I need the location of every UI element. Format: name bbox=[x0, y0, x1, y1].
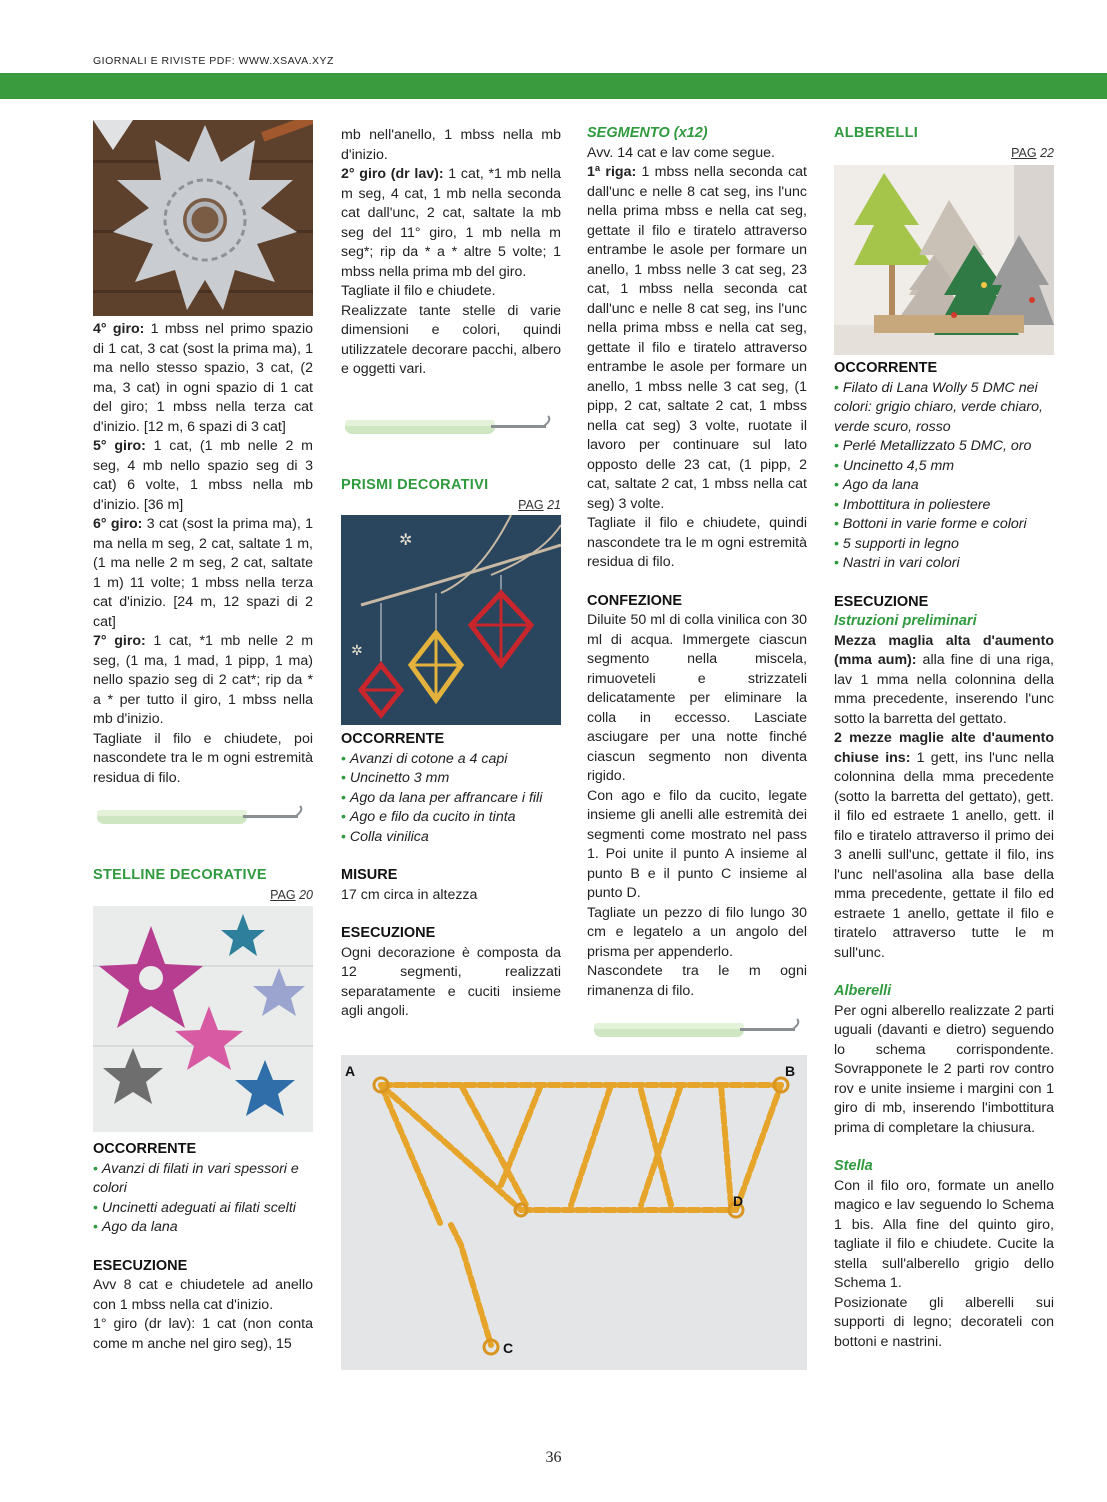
stelline-esec-giro1: 1° giro (dr lav): 1 cat (non conta come m anche nel giro seg), 15 bbox=[93, 1316, 313, 1352]
prismi-page-ref bbox=[341, 496, 561, 516]
giro5-lead: 5° giro: bbox=[93, 438, 146, 454]
list-item: • Uncinetto 3 mm bbox=[341, 770, 450, 786]
column-3 bbox=[587, 124, 807, 1001]
alberelli-pag-label: PAG bbox=[1011, 145, 1037, 160]
stella-text: Con il filo oro, formate un anello magico e lav seguendo lo Schema 1 bis. Alla fine del quinto giro, tagliate il filo e chiudete. Cucite la stella sull'alberello grigio dello Schema 1. bbox=[834, 1177, 1054, 1291]
alberelli-section bbox=[834, 124, 1054, 163]
prismi-title: PRISMI DECORATIVI bbox=[341, 477, 489, 493]
crochet-hook-illustration bbox=[341, 415, 556, 444]
prisms-photo bbox=[341, 515, 561, 725]
col2-cont-text: mb nell'anello, 1 mbss nella mb d'inizio. bbox=[341, 127, 561, 163]
list-item: • Nastri in vari colori bbox=[834, 555, 960, 571]
alberelli-pag-number: 22 bbox=[1040, 145, 1054, 160]
prismi-pag-number: 21 bbox=[547, 497, 561, 512]
prismi-esec-title: ESECUZIONE bbox=[341, 925, 436, 941]
mma2-lead: 2 mezze maglie alte d'aumento chiuse ins: bbox=[834, 730, 1054, 766]
alberelli-title: ALBERELLI bbox=[834, 125, 919, 141]
riga1-lead: 1ª riga: bbox=[587, 164, 637, 180]
column-2 bbox=[341, 126, 561, 380]
stars-photo bbox=[93, 906, 313, 1132]
svg-text:✲: ✲ bbox=[351, 642, 363, 658]
prismi-pag-label: PAG bbox=[518, 497, 544, 512]
col2-close-text: Tagliate il filo e chiudete. bbox=[341, 283, 496, 299]
alberelli-page-ref bbox=[834, 144, 1054, 164]
snowflake-photo bbox=[93, 120, 313, 316]
col2-real-text: Realizzate tante stelle di varie dimensioni e colori, quindi utilizzatele decorare pacchi, albero e oggetti vari. bbox=[341, 302, 561, 377]
conf-text-3: Tagliate un pezzo di filo lungo 30 cm e legatelo a un angolo del prisma per appenderlo. bbox=[587, 904, 807, 960]
stelline-esec-text: Avv 8 cat e chiudetele ad anello con 1 mbss nella cat d'inizio. bbox=[93, 1277, 313, 1313]
header-band bbox=[0, 73, 1107, 99]
giro7-text: 1 cat, *1 mb nelle 2 m seg, (1 ma, 1 mad, 1 pipp, 1 ma) nello spazio seg di 2 cat*; rip da * a * per tutto il giro, 1 mbss nella mb d'inizio. bbox=[93, 633, 314, 727]
stelline-pag-label: PAG bbox=[270, 887, 296, 902]
trees-photo bbox=[834, 165, 1054, 355]
list-item: • Ago da lana bbox=[834, 477, 919, 493]
diagram-label-d: D bbox=[733, 1193, 744, 1209]
crochet-hook-illustration bbox=[590, 1018, 805, 1047]
list-item: • Uncinetti adeguati ai filati scelti bbox=[93, 1199, 296, 1216]
segmento-title: SEGMENTO (x12) bbox=[587, 125, 708, 141]
giro6-lead: 6° giro: bbox=[93, 516, 143, 532]
giro5-text: 1 cat, (1 mb nelle 2 m seg, 4 mb nello spazio seg di 3 cat) 6 volte, 1 mbss nella mb d'inizio. [36 m] bbox=[93, 438, 314, 513]
stelline-esec-title: ESECUZIONE bbox=[93, 1257, 188, 1274]
column-4 bbox=[834, 359, 1054, 1352]
list-item: • Bottoni in varie forme e colori bbox=[834, 516, 1027, 532]
stelline-title: STELLINE DECORATIVE bbox=[93, 867, 267, 883]
posizionate-text: Posizionate gli alberelli sui supporti di legno; decorateli con bottoni e nastrini. bbox=[834, 1294, 1054, 1350]
list-item: • Avanzi di filati in vari spessori e colori bbox=[93, 1160, 299, 1196]
giro4-lead: 4° giro: bbox=[93, 321, 145, 337]
alberelli-text: Per ogni alberello realizzate 2 parti uguali (davanti e dietro) seguendo lo schema corrispondente. Sovrapponete le 2 parti rov contro rov e unite insieme i margini con 1 giro di mb, inserendo l'imbottitura prima di completare la chiusura. bbox=[834, 1002, 1054, 1136]
alberelli-occ-title: OCCORRENTE bbox=[834, 360, 938, 376]
col3-end-text: Tagliate il filo e chiudete, quindi nascondete tra le m ogni estremità residua di filo. bbox=[587, 515, 807, 570]
svg-text:✲: ✲ bbox=[399, 532, 413, 549]
segment-diagram-photo bbox=[341, 1055, 807, 1370]
list-item: • Ago e filo da cucito in tinta bbox=[341, 809, 516, 825]
mma2-text: 1 gett, ins l'unc nella colonnina della mma precedente (sotto la barretta del gettato), gett. il filo ed estraete 1 anello, gett. il filo e tiratelo attraverso il primo dei 3 anelli sull'unc, gettate il filo, ins l'unc nell'asolina alla base della mma precedente, gettate il filo ed estraete 1 anello, gettate il filo e tiratelo attraverso tutte le m sull'unc. bbox=[834, 749, 1054, 961]
istruzioni-title: Istruzioni preliminari bbox=[834, 613, 977, 629]
list-item: • Imbottitura in poliestere bbox=[834, 496, 991, 513]
conf-text-2: Con ago e filo da cucito, legate insieme gli anelli alle estremità dei segmenti come mostrato nel pass 1. Poi unite il punto A insieme al punto B e il punto C insieme al punto D. bbox=[587, 787, 807, 901]
giro4-text: 1 mbss nel primo spazio di 1 cat, 3 cat (sost la prima ma), 1 ma nello stesso spazio, 3 cat, (2 ma, 3 cat) in ogni spazio di 1 cat del giro; 1 mbss nella terza cat d'inizio. [12 m, 6 spazi di 3 cat] bbox=[93, 321, 313, 435]
prismi-section bbox=[341, 476, 561, 515]
alberelli-esec-title: ESECUZIONE bbox=[834, 593, 929, 610]
segmento-avv: Avv. 14 cat e lav come segue. bbox=[587, 144, 775, 161]
list-item: • Filato di Lana Wolly 5 DMC nei colori: grigio chiaro, verde chiaro, verde scuro, rosso bbox=[834, 379, 1043, 435]
stelline-page-ref bbox=[93, 886, 313, 906]
list-item: • Colla vinilica bbox=[341, 828, 429, 845]
stelline-section bbox=[93, 866, 313, 905]
stella-title: Stella bbox=[834, 1158, 873, 1174]
conf-text-4: Nascondete tra le m ogni rimanenza di filo. bbox=[587, 963, 807, 999]
giro2-lead: 2° giro (dr lav): bbox=[341, 166, 444, 182]
misure-text: 17 cm circa in altezza bbox=[341, 886, 478, 903]
giro6-text: 3 cat (sost la prima ma), 1 ma nella m seg, 2 cat, saltate 1 m, (1 ma nelle 2 m seg, 2 cat, saltate 1 m) 11 volte; 1 mbss nella terza cat d'inizio. [24 m, 12 spazi di 2 cat] bbox=[93, 516, 313, 630]
alberelli-sub-title: Alberelli bbox=[834, 983, 892, 999]
mma-lead: Mezza maglia alta d'aumento (mma aum): bbox=[834, 632, 1054, 668]
confezione-title: CONFEZIONE bbox=[587, 592, 683, 609]
column-1 bbox=[93, 320, 313, 788]
page-number: 36 bbox=[545, 1449, 562, 1466]
diagram-label-a: A bbox=[345, 1063, 356, 1079]
list-item: • Ago da lana bbox=[93, 1219, 178, 1235]
prismi-details bbox=[341, 730, 561, 1022]
giro7-lead: 7° giro: bbox=[93, 633, 146, 649]
riga1-text: 1 mbss nella seconda cat dall'unc e nelle 8 cat seg, ins l'unc nella prima mbss e nella cat seg, gettate il filo e tiratelo attraverso entrambe le asole per formare un anello, 1 mbss nelle 3 cat seg, 23 cat, 1 mbss nella seconda cat dall'unc e nelle 8 cat seg, ins l'unc nella prima mbss e nella cat seg, gettate il filo e tiratelo attraverso entrambe le asole per formare un anello, 1 mbss nelle 3 cat seg, (1 pipp, 2 cat, saltate 2 cat, 1 mbss nella cat seg) 3 volte, ruotate il lavoro per continuare sul lato opposto delle 23 cat, (1 pipp, 2 cat, saltate 2 cat, 1 mbss nella cat seg) 3 volte. bbox=[587, 164, 807, 512]
list-item: • Avanzi di cotone a 4 capi bbox=[341, 750, 508, 767]
misure-title: MISURE bbox=[341, 867, 398, 883]
stelline-details bbox=[93, 1140, 313, 1354]
col1-end-text: Tagliate il filo e chiudete, poi nascondete tra le m ogni estremità residua di filo. bbox=[93, 730, 313, 786]
giro2-text: 1 cat, *1 mb nella m seg, 4 cat, 1 mb nella seconda cat dall'unc, 2 cat, saltate la mb seg del 11° giro, 1 mb nella m seg*; rip da * a * altre 5 volte; 1 mbss nella prima mb del giro. bbox=[341, 166, 561, 280]
crochet-hook-illustration bbox=[93, 805, 308, 834]
list-item: • Ago da lana per affrancare i fili bbox=[341, 789, 543, 806]
list-item: • Perlé Metallizzato 5 DMC, oro bbox=[834, 438, 1032, 454]
list-item: • Uncinetto 4,5 mm bbox=[834, 457, 955, 474]
header-source: GIORNALI E RIVISTE PDF: WWW.XSAVA.XYZ bbox=[93, 55, 334, 67]
list-item: • 5 supporti in legno bbox=[834, 535, 959, 552]
diagram-label-c: C bbox=[503, 1340, 514, 1356]
conf-text-1: Diluite 50 ml di colla vinilica con 30 ml di acqua. Immergete ciascun segmento nella miscela, rimuoveteli e strizzateli delicatamente per eliminare la colla in eccesso. Lasciate asciugare per una notte finché ciascun segmento non diventa rigido. bbox=[587, 612, 807, 784]
stelline-occ-title: OCCORRENTE bbox=[93, 1141, 197, 1157]
prismi-occ-title: OCCORRENTE bbox=[341, 731, 445, 747]
diagram-label-b: B bbox=[785, 1063, 796, 1079]
prismi-esec-text: Ogni decorazione è composta da 12 segmenti, realizzati separatamente e cuciti insieme agli angoli. bbox=[341, 944, 561, 1019]
mma-text: alla fine di una riga, lav 1 mma nella colonnina della mma precedente, inserendo l'unc sotto la barretta del gettato. bbox=[834, 652, 1054, 727]
stelline-pag-number: 20 bbox=[299, 887, 313, 902]
